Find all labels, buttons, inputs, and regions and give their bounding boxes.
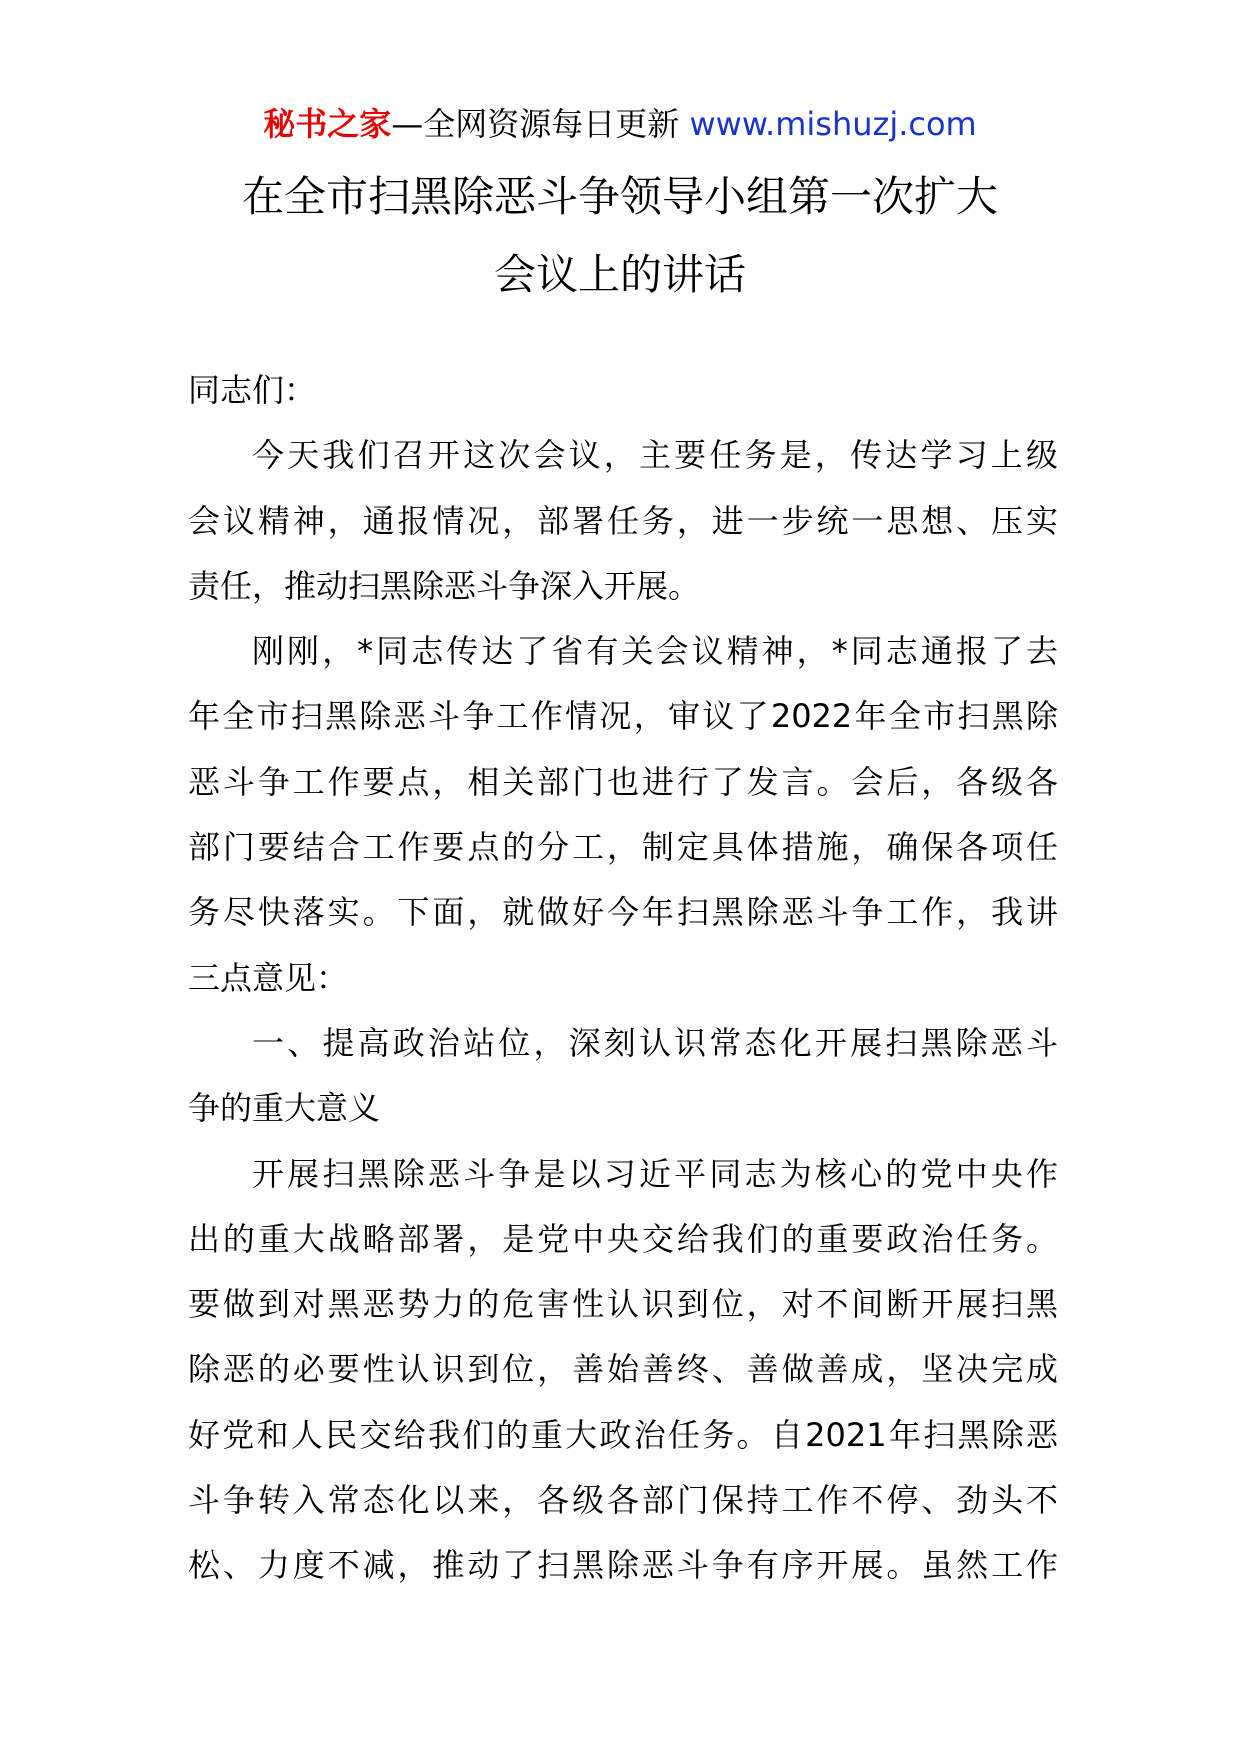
- site-tagline: —全网资源每日更新: [391, 105, 680, 143]
- site-brand: 秘书之家: [263, 105, 392, 143]
- section-heading-line: 争的重大意义: [188, 1089, 381, 1128]
- paragraph-line: 责任，推动扫黑除恶斗争深入开展。: [188, 566, 701, 605]
- site-header: [0, 98, 1240, 150]
- paragraph-line: 斗争转入常态化以来，各级各部门保持工作不停、劲头不: [188, 1481, 1058, 1520]
- paragraph-line: 开展扫黑除恶斗争是以习近平同志为核心的党中央作: [252, 1154, 1058, 1193]
- title-line-1: 在全市扫黑除恶斗争领导小组第一次扩大: [241, 172, 998, 221]
- document-body: [188, 358, 1058, 1599]
- paragraph-line: 年全市扫黑除恶斗争工作情况，审议了2022年全市扫黑除: [188, 697, 1058, 736]
- paragraph-line: 要做到对黑恶势力的危害性认识到位，对不间断开展扫黑: [188, 1285, 1058, 1324]
- salutation: 同志们：: [188, 371, 317, 409]
- document-title: [120, 158, 1120, 314]
- paragraph-line: 松、力度不减，推动了扫黑除恶斗争有序开展。虽然工作: [188, 1546, 1058, 1585]
- paragraph-line: 今天我们召开这次会议，主要任务是，传达学习上级: [252, 436, 1058, 475]
- paragraph-line: 会议精神，通报情况，部署任务，进一步统一思想、压实: [188, 501, 1058, 540]
- paragraph-line: 三点意见：: [188, 958, 349, 997]
- title-line-2: 会议上的讲话: [493, 250, 746, 299]
- paragraph-line: 出的重大战略部署，是党中央交给我们的重要政治任务。: [188, 1219, 1058, 1258]
- paragraph-line: 部门要结合工作要点的分工，制定具体措施，确保各项任: [188, 828, 1058, 867]
- paragraph-line: 务尽快落实。下面，就做好今年扫黑除恶斗争工作，我讲: [188, 893, 1058, 932]
- paragraph-line: 刚刚，*同志传达了省有关会议精神，*同志通报了去: [252, 632, 1058, 671]
- site-url-link[interactable]: www.mishuzj.com: [689, 105, 977, 143]
- paragraph-line: 好党和人民交给我们的重大政治任务。自2021年扫黑除恶: [188, 1415, 1058, 1454]
- paragraph-line: 除恶的必要性认识到位，善始善终、善做善成，坚决完成: [188, 1350, 1058, 1389]
- paragraph-line: 恶斗争工作要点，相关部门也进行了发言。会后，各级各: [188, 762, 1058, 801]
- section-heading-line: 一、提高政治站位，深刻认识常态化开展扫黑除恶斗: [252, 1023, 1058, 1062]
